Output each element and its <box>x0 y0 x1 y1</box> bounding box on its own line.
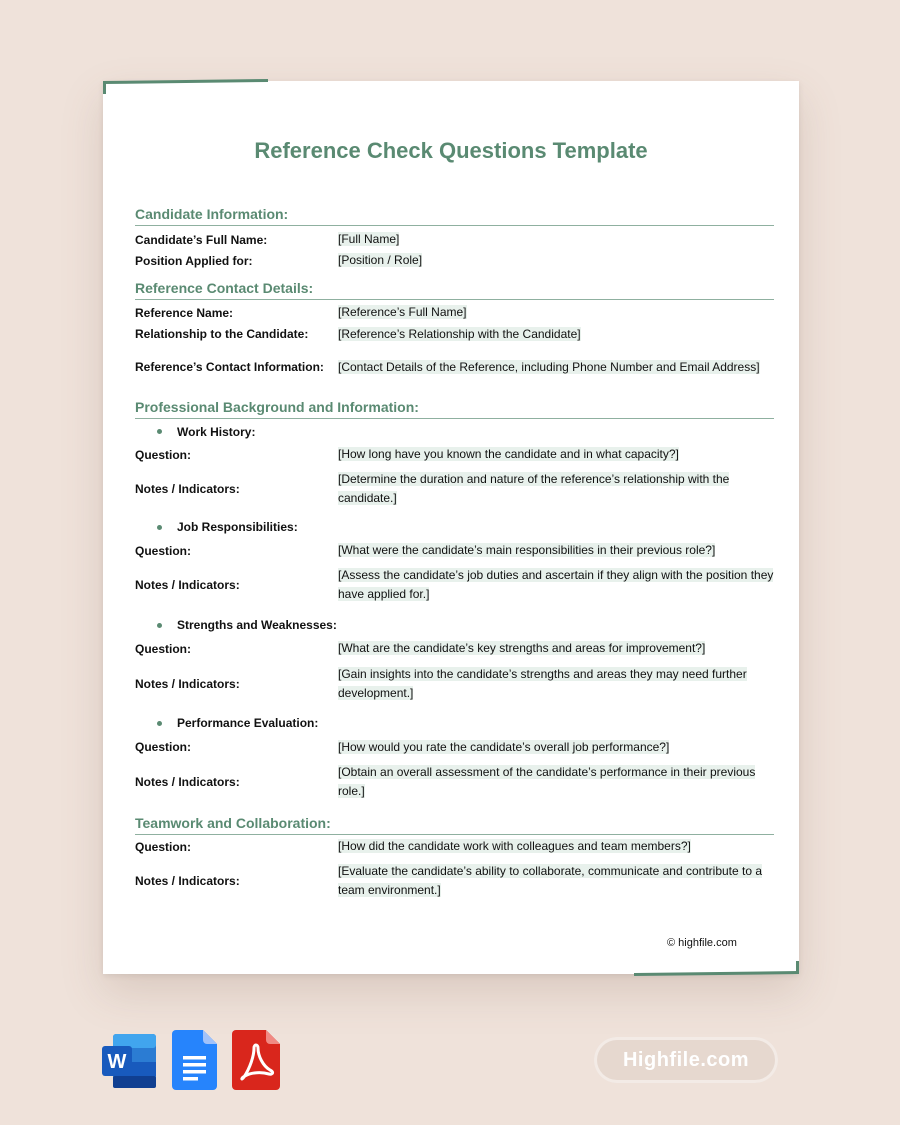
notes-row <box>135 659 774 709</box>
document-body <box>135 206 774 904</box>
field-row <box>135 323 774 345</box>
corner-accent-bottom-tick <box>796 961 799 974</box>
field-label: Question: <box>135 740 191 754</box>
question-row <box>135 541 774 560</box>
copyright-text: © highfile.com <box>667 937 737 949</box>
field-label: Question: <box>135 447 191 462</box>
document-page <box>103 81 799 974</box>
bullet-icon <box>157 525 162 530</box>
field-label: Relationship to the Candidate: <box>135 327 309 341</box>
field-label: Notes / Indicators: <box>135 578 240 592</box>
field-row <box>135 229 774 250</box>
field-label: Notes / Indicators: <box>135 677 240 691</box>
field-row <box>135 345 774 389</box>
field-label: Reference Name: <box>135 305 234 320</box>
bullet-icon <box>157 721 162 726</box>
field-label: Notes / Indicators: <box>135 774 240 789</box>
section-heading-reference: Reference Contact Details: <box>135 280 774 300</box>
field-label: Question: <box>135 839 191 854</box>
field-label: Notes / Indicators: <box>135 481 240 496</box>
field-value[interactable]: [Reference’s Relationship with the Candidate] <box>338 326 581 341</box>
field-label: Question: <box>135 543 191 558</box>
notes-row <box>135 560 774 610</box>
word-letter: W <box>107 1051 127 1073</box>
field-value[interactable]: [Assess the candidate’s job duties and ascertain if they align with the position they have applied for.] <box>338 568 774 601</box>
corner-accent-top <box>103 79 268 84</box>
field-label: Candidate’s Full Name: <box>135 232 268 247</box>
field-value[interactable]: [Reference’s Full Name] <box>338 305 467 319</box>
question-row <box>135 736 774 758</box>
list-item: Performance Evaluation: <box>135 710 774 736</box>
field-label: Reference’s Contact Information: <box>135 360 324 374</box>
bullet-icon <box>157 429 162 434</box>
field-value[interactable]: [Obtain an overall assessment of the candidate’s performance in their previous role.] <box>338 764 756 798</box>
field-label: Question: <box>135 641 191 656</box>
question-row <box>135 836 774 857</box>
field-label: Position Applied for: <box>135 253 253 268</box>
corner-accent-top-tick <box>103 81 106 94</box>
field-value[interactable]: [What were the candidate’s main responsibilities in their previous role?] <box>338 543 716 557</box>
field-value[interactable]: [How would you rate the candidate’s overall job performance?] <box>338 739 670 754</box>
field-value[interactable]: [Gain insights into the candidate’s strengths and areas they may need further development.] <box>338 667 747 700</box>
pdf-icon[interactable] <box>232 1030 280 1095</box>
notes-row <box>135 466 774 511</box>
field-value[interactable]: [How long have you known the candidate and in what capacity?] <box>338 447 679 461</box>
section-heading-professional: Professional Background and Information: <box>135 399 774 419</box>
list-item: Strengths and Weaknesses: <box>135 612 774 638</box>
section-heading-teamwork: Teamwork and Collaboration: <box>135 815 774 835</box>
list-item: Job Responsibilities: <box>135 513 774 541</box>
field-row <box>135 250 774 271</box>
field-value[interactable]: [How did the candidate work with colleagues and team members?] <box>338 839 691 853</box>
brand-logo[interactable]: Highfile.com <box>594 1037 778 1083</box>
field-value[interactable]: [What are the candidate’s key strengths and areas for improvement?] <box>338 641 706 655</box>
document-title: Reference Check Questions Template <box>254 138 648 163</box>
field-value[interactable]: [Contact Details of the Reference, including Phone Number and Email Address] <box>338 359 760 374</box>
notes-row <box>135 857 774 904</box>
field-row <box>135 302 774 323</box>
notes-row <box>135 758 774 805</box>
field-value[interactable]: [Full Name] <box>338 232 400 246</box>
word-icon[interactable] <box>101 1032 157 1095</box>
field-value[interactable]: [Position / Role] <box>338 253 423 267</box>
field-label: Notes / Indicators: <box>135 873 240 888</box>
section-heading-candidate: Candidate Information: <box>135 206 774 226</box>
list-item: Work History: <box>135 420 774 443</box>
field-value[interactable]: [Evaluate the candidate’s ability to collaborate, communicate and contribute to a team environment.] <box>338 863 763 897</box>
corner-accent-bottom <box>634 971 799 976</box>
google-docs-icon[interactable] <box>172 1030 217 1095</box>
bullet-icon <box>157 623 162 628</box>
question-row <box>135 443 774 466</box>
question-row <box>135 638 774 659</box>
field-value[interactable]: [Determine the duration and nature of the reference’s relationship with the candidate.] <box>338 471 730 505</box>
